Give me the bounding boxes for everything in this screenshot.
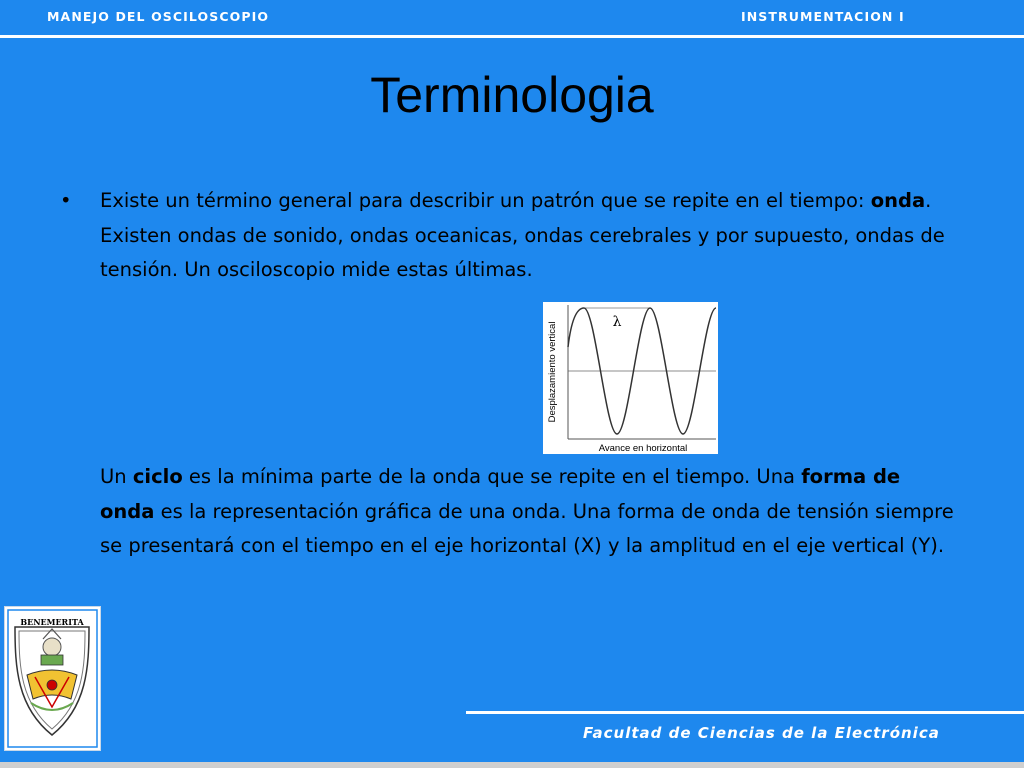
lambda-symbol: λ: [612, 314, 622, 330]
header-right-title: INSTRUMENTACION I: [741, 9, 905, 24]
logo-text: BENEMERITA: [20, 617, 84, 627]
p2-bold-ciclo: ciclo: [132, 465, 183, 488]
p1-text-a: Existe un término general para describir un patrón que se repite en el tiempo:: [100, 189, 871, 212]
p2-text-c: es la representación gráfica de una onda. Una forma de onda de tensión siempre se presentará con el tiempo en el eje horizontal (X) y la amplitud en el eje vertical (Y).: [100, 499, 954, 557]
figure-x-label: Avance en horizontal: [598, 443, 688, 454]
p1-bold-onda: onda: [870, 189, 926, 212]
top-divider: [0, 35, 1024, 38]
paragraph-ciclo: [100, 460, 960, 564]
p2-bold-forma: forma de onda: [100, 465, 901, 523]
header-left-title: MANEJO DEL OSCILOSCOPIO: [47, 9, 270, 24]
footer-faculty: Facultad de Ciencias de la Electrónica: [583, 724, 940, 742]
bottom-divider: [466, 711, 1024, 714]
bullet-marker: •: [60, 189, 72, 212]
paragraph-onda: [100, 184, 980, 288]
slide-title: Terminologia: [370, 67, 654, 123]
figure-y-label: Desplazamiento vertical: [547, 321, 558, 423]
bottom-strip: [0, 762, 1024, 768]
waveform-figure: [543, 302, 718, 454]
p2-text-a: Un: [100, 465, 133, 488]
university-logo: [4, 606, 101, 751]
p1-text-b: . Existen ondas de sonido, ondas oceanicas, ondas cerebrales y por supuesto, ondas de tensión. Un osciloscopio mide estas últimas.: [100, 189, 945, 281]
p2-text-b: es la mínima parte de la onda que se repite en el tiempo. Una: [182, 465, 802, 488]
